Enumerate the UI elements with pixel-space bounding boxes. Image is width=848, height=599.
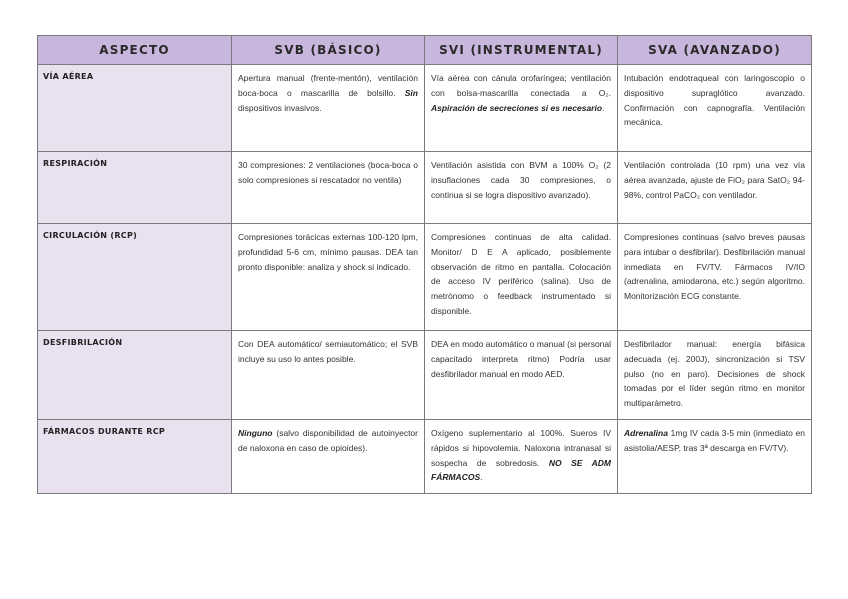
sva-cell: Compresiones continuas (salvo breves pausas para intubar o desfibrilar). Desfibrilación manual inmediata en FV/TV. Fármacos IV/IO (adrenalina, amiodarona, etc.) según algoritmo. Monitorización ECG constante. [618, 224, 812, 331]
sva-cell: Adrenalina 1mg IV cada 3-5 min (inmediato en asistolia/AESP, tras 3ª descarga en FV/TV). [618, 419, 812, 493]
comparison-table [37, 35, 812, 494]
svi-cell: Vía aérea con cánula orofaríngea; ventilación con bolsa-mascarilla conectada a O₂. Aspiración de secreciones si es necesario. [425, 65, 618, 152]
header-aspect: ASPECTO [38, 36, 232, 65]
sva-cell: Desfibrilador manual: energía bifásica adecuada (ej. 200J), sincronización si TSV pulso (no en paro). Decisiones de shock tomadas por el líder según ritmo en monitor multiparámetro. [618, 331, 812, 420]
table-row [38, 65, 812, 152]
svb-cell: 30 compresiones: 2 ventilaciones (boca-boca o solo compresiones si rescatador no ventila) [232, 152, 425, 224]
svb-cell: Compresiones torácicas externas 100-120 lpm, profundidad 5-6 cm, mínimo pausas. DEA tan pronto disponible: analiza y shock si indicado. [232, 224, 425, 331]
aspect-label: FÁRMACOS DURANTE RCP [38, 419, 232, 493]
header-svi: SVI (INSTRUMENTAL) [425, 36, 618, 65]
aspect-label: DESFIBRILACIÓN [38, 331, 232, 420]
aspect-label: VÍA AÉREA [38, 65, 232, 152]
svi-cell: DEA en modo automático o manual (si personal capacitado interpreta ritmo) Podría usar desfibrilador manual en modo AED. [425, 331, 618, 420]
table-row [38, 331, 812, 420]
svi-cell: Ventilación asistida con BVM a 100% O₂ (2 insuflaciones cada 30 compresiones, o continua si se logra dispositivo avanzado). [425, 152, 618, 224]
header-svb: SVB (BÁSICO) [232, 36, 425, 65]
aspect-label: RESPIRACIÓN [38, 152, 232, 224]
header-sva: SVA (AVANZADO) [618, 36, 812, 65]
header-row [38, 36, 812, 65]
svb-cell: Ninguno (salvo disponibilidad de autoinyector de naloxona en caso de opioides). [232, 419, 425, 493]
svb-cell: Apertura manual (frente-mentón), ventilación boca-boca o mascarilla de bolsillo. Sin dispositivos invasivos. [232, 65, 425, 152]
svi-cell: Compresiones continuas de alta calidad. Monitor/ D E A aplicado, posiblemente observación de ritmo en pantalla. Colocación de acceso IV periférico (salina). Uso de metrónomo o feedback instrumentado si disponible. [425, 224, 618, 331]
sva-cell: Intubación endotraqueal con laringoscopio o dispositivo supraglótico avanzado. Confirmación con capnografía. Ventilación mecánica. [618, 65, 812, 152]
svb-cell: Con DEA automático/ semiautomático; el SVB incluye su uso lo antes posible. [232, 331, 425, 420]
table-row [38, 152, 812, 224]
table-row [38, 419, 812, 493]
sva-cell: Ventilación controlada (10 rpm) una vez vía aérea avanzada, ajuste de FiO₂ para SatO₂ 94-98%, control PaCO₂ con ventilador. [618, 152, 812, 224]
aspect-label: CIRCULACIÓN (RCP) [38, 224, 232, 331]
table-row [38, 224, 812, 331]
svi-cell: Oxígeno suplementario al 100%. Sueros IV rápidos si hipovolemia. Naloxona intranasal si sospecha de sobredosis. NO SE ADM FÁRMACOS. [425, 419, 618, 493]
